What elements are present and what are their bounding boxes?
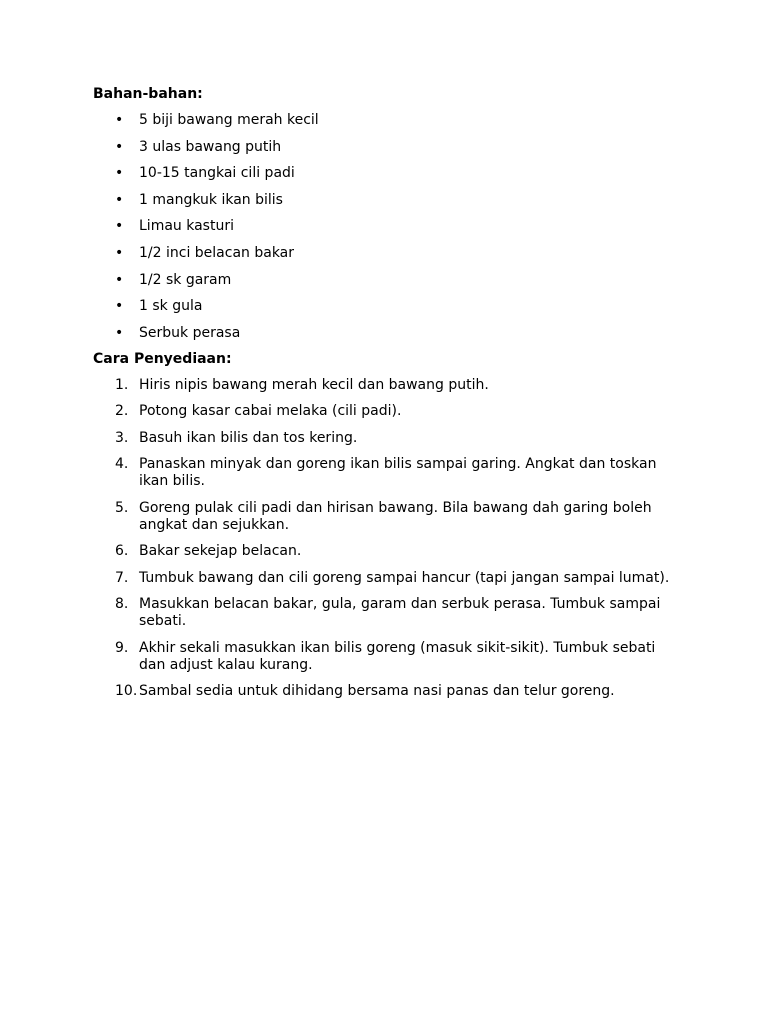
ingredient-text: 1/2 inci belacan bakar — [139, 244, 295, 261]
step-item — [93, 456, 683, 490]
step-item — [93, 596, 683, 630]
step-text: Basuh ikan bilis dan tos kering. — [139, 429, 358, 446]
bullet-icon: • — [115, 191, 124, 208]
method-heading: Cara Penyediaan: — [93, 350, 232, 367]
bullet-icon: • — [115, 244, 124, 261]
ingredient-text: 10-15 tangkai cili padi — [139, 165, 295, 182]
step-number: 5. — [115, 499, 129, 516]
step-text: Potong kasar cabai melaka (cili padi). — [139, 403, 402, 420]
ingredient-item — [93, 298, 683, 315]
step-number: 4. — [115, 456, 129, 473]
bullet-icon: • — [115, 138, 124, 155]
step-item — [93, 500, 683, 534]
step-number: 6. — [115, 543, 129, 560]
step-number: 2. — [115, 403, 129, 420]
ingredient-text: Serbuk perasa — [139, 324, 241, 341]
step-item — [93, 403, 683, 420]
step-text: Akhir sekali masukkan ikan bilis goreng (masuk sikit-sikit). Tumbuk sebati dan adjust kalau kurang. — [139, 639, 656, 673]
bullet-icon: • — [115, 218, 124, 235]
document-page — [93, 86, 683, 710]
bullet-icon: • — [115, 271, 124, 288]
bullet-icon: • — [115, 298, 124, 315]
step-item — [93, 543, 683, 560]
ingredient-text: 5 biji bawang merah kecil — [139, 112, 319, 128]
ingredients-list — [93, 112, 683, 342]
ingredient-item — [93, 192, 683, 209]
step-text: Sambal sedia untuk dihidang bersama nasi panas dan telur goreng. — [139, 683, 615, 700]
step-text: Goreng pulak cili padi dan hirisan bawang. Bila bawang dah garing boleh angkat dan sejukkan. — [139, 499, 652, 533]
method-steps-list — [93, 377, 683, 701]
ingredient-text: 3 ulas bawang putih — [139, 138, 282, 155]
step-text: Tumbuk bawang dan cili goreng sampai hancur (tapi jangan sampai lumat). — [139, 569, 670, 586]
step-number: 3. — [115, 429, 129, 446]
step-number: 8. — [115, 596, 129, 613]
step-number: 9. — [115, 639, 129, 656]
step-item — [93, 377, 683, 394]
bullet-icon: • — [115, 324, 124, 341]
ingredient-text: 1 mangkuk ikan bilis — [139, 191, 283, 208]
ingredient-item — [93, 165, 683, 182]
bullet-icon: • — [115, 112, 124, 128]
step-number: 10. — [115, 683, 138, 700]
ingredient-item — [93, 325, 683, 342]
ingredient-item — [93, 139, 683, 156]
ingredient-text: 1 sk gula — [139, 298, 203, 315]
ingredient-item — [93, 245, 683, 262]
ingredient-item — [93, 218, 683, 235]
step-item — [93, 430, 683, 447]
step-text: Hiris nipis bawang merah kecil dan bawang putih. — [139, 376, 489, 393]
step-item — [93, 570, 683, 587]
ingredient-text: Limau kasturi — [139, 218, 234, 235]
bullet-icon: • — [115, 165, 124, 182]
step-item — [93, 640, 683, 674]
step-item — [93, 683, 683, 700]
step-number: 1. — [115, 376, 129, 393]
ingredient-item — [93, 272, 683, 289]
step-text: Panaskan minyak dan goreng ikan bilis sampai garing. Angkat dan toskan ikan bilis. — [139, 456, 657, 490]
ingredient-text: 1/2 sk garam — [139, 271, 232, 288]
ingredients-heading: Bahan-bahan: — [93, 86, 203, 102]
step-text: Bakar sekejap belacan. — [139, 543, 302, 560]
step-text: Masukkan belacan bakar, gula, garam dan serbuk perasa. Tumbuk sampai sebati. — [139, 596, 661, 630]
ingredient-item — [93, 112, 683, 129]
step-number: 7. — [115, 569, 129, 586]
